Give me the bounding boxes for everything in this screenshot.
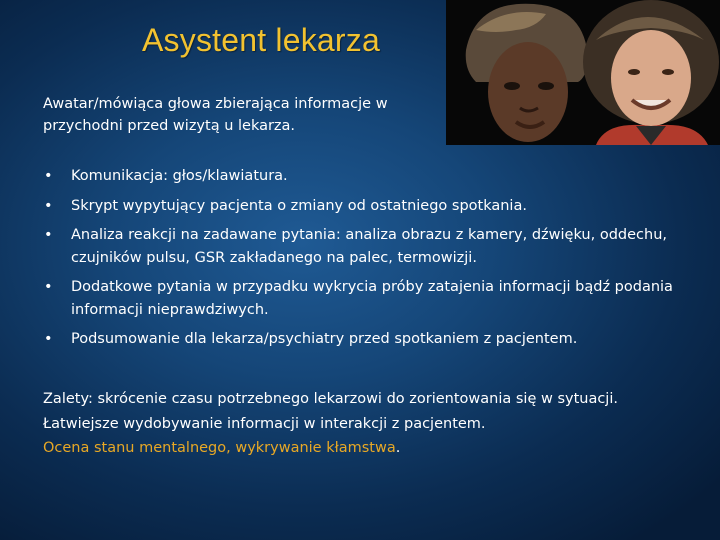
bullet-item xyxy=(44,224,684,269)
intro-text: Awatar/mówiąca głowa zbierająca informacje w przychodni przed wizytą u lekarza. xyxy=(43,96,388,134)
highlight-text xyxy=(43,440,400,456)
advantages-text xyxy=(43,387,713,437)
bullet-item xyxy=(44,276,684,321)
bullet-item xyxy=(44,165,684,188)
bullet-text: Analiza reakcji na zadawane pytania: analiza obrazu z kamery, dźwięku, oddechu, czujników pulsu, GSR zakładanego na palec, termowizji. xyxy=(71,227,667,266)
bullet-text: Dodatkowe pytania w przypadku wykrycia próby zatajenia informacji bądź podania informacji nieprawdziwych. xyxy=(71,279,673,318)
avatar-photo xyxy=(446,0,720,145)
slide-title: Asystent lekarza xyxy=(142,22,380,58)
bullet-symbol: • xyxy=(44,227,53,243)
bullet-text: Komunikacja: głos/klawiatura. xyxy=(71,168,288,184)
advantages-line: Łatwiejsze wydobywanie informacji w interakcji z pacjentem. xyxy=(43,416,486,432)
bullet-list xyxy=(44,165,684,358)
bullet-symbol: • xyxy=(44,168,53,184)
advantages-line: Zalety: skrócenie czasu potrzebnego lekarzowi do zorientowania się w sytuacji. xyxy=(43,391,618,407)
avatar-photo-illustration xyxy=(446,0,720,145)
bullet-symbol: • xyxy=(44,279,53,295)
bullet-item xyxy=(44,328,684,351)
bullet-symbol: • xyxy=(44,331,53,347)
bullet-text: Skrypt wypytujący pacjenta o zmiany od ostatniego spotkania. xyxy=(71,197,527,214)
highlight-label: Ocena stanu mentalnego, wykrywanie kłamstwa xyxy=(43,440,396,456)
bullet-item xyxy=(44,195,684,218)
bullet-text: Podsumowanie dla lekarza/psychiatry przed spotkaniem z pacjentem. xyxy=(71,331,578,347)
highlight-period: . xyxy=(395,440,401,456)
bullet-symbol: • xyxy=(44,197,53,214)
